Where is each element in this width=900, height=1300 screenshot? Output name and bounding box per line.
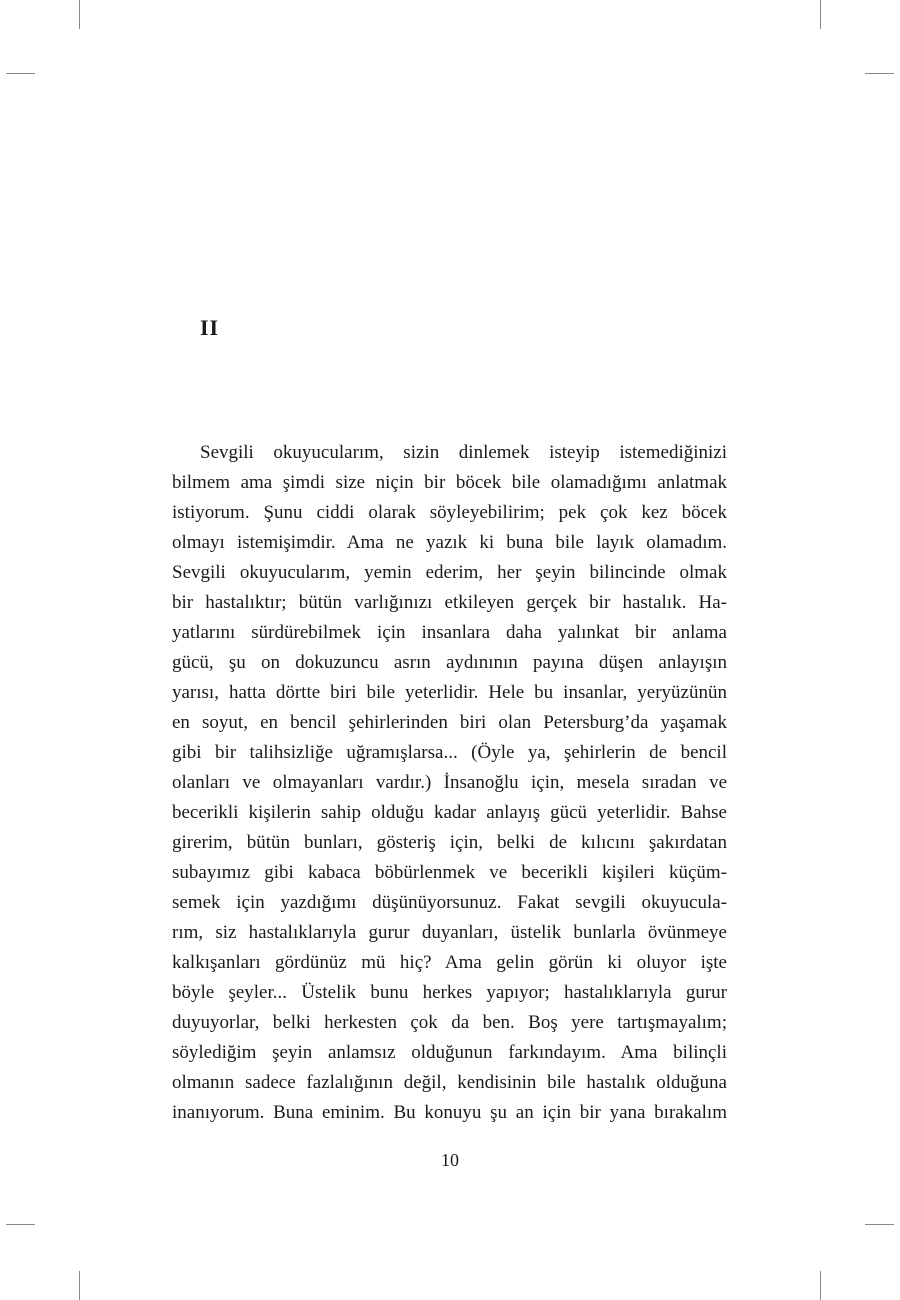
crop-mark-bottom-right	[820, 1271, 821, 1300]
page-number: 10	[441, 1150, 459, 1170]
text-line: en soyut, en bencil şehirlerinden biri olan Petersburg’da yaşamak	[172, 712, 727, 733]
crop-mark-left-lower	[6, 1224, 35, 1225]
text-line: istiyorum. Şunu ciddi olarak söyleyebilirim; pek çok kez böcek	[172, 502, 727, 523]
text-line: yarısı, hatta dörtte biri bile yeterlidir. Hele bu insanlar, yeryüzünün	[172, 682, 727, 703]
body-text	[172, 438, 727, 1128]
text-line: gücü, şu on dokuzuncu asrın aydınının payına düşen anlayışın	[172, 652, 727, 673]
chapter-heading: II	[200, 315, 220, 340]
text-line: becerikli kişilerin sahip olduğu kadar anlayış gücü yeterlidir. Bahse	[172, 802, 727, 823]
text-line: yatlarını sürdürebilmek için insanlara daha yalınkat bir anlama	[172, 622, 727, 643]
text-line: gibi bir talihsizliğe uğramışlarsa... (Öyle ya, şehirlerin de bencil	[172, 742, 727, 763]
crop-mark-top-right	[820, 0, 821, 29]
text-line: kalkışanları gördünüz mü hiç? Ama gelin görün ki oluyor işte	[172, 952, 727, 973]
text-line: Sevgili okuyucularım, yemin ederim, her şeyin bilincinde olmak	[172, 562, 727, 583]
text-line: söylediğim şeyin anlamsız olduğunun farkındayım. Ama bilinçli	[172, 1042, 727, 1063]
text-line: böyle şeyler... Üstelik bunu herkes yapıyor; hastalıklarıyla gurur	[172, 982, 727, 1003]
text-line: subayımız gibi kabaca böbürlenmek ve becerikli kişileri küçüm-	[172, 862, 727, 883]
crop-mark-right-lower	[865, 1224, 894, 1225]
text-line: inanıyorum. Buna eminim. Bu konuyu şu an için bir yana bırakalım	[172, 1102, 727, 1123]
text-line: bilmem ama şimdi size niçin bir böcek bile olamadığımı anlatmak	[172, 472, 727, 493]
text-line: rım, siz hastalıklarıyla gurur duyanları, üstelik bunlarla övünmeye	[172, 922, 727, 943]
text-line: Sevgili okuyucularım, sizin dinlemek isteyip istemediğinizi	[200, 442, 727, 463]
crop-mark-bottom-left	[79, 1271, 80, 1300]
text-line: olmayı istemişimdir. Ama ne yazık ki buna bile layık olamadım.	[172, 532, 727, 553]
crop-mark-top-left	[79, 0, 80, 29]
text-line: semek için yazdığımı düşünüyorsunuz. Fakat sevgili okuyucula-	[172, 892, 727, 913]
text-line: olanları ve olmayanları vardır.) İnsanoğlu için, mesela sıradan ve	[172, 772, 727, 793]
text-line: duyuyorlar, belki herkesten çok da ben. Boş yere tartışmayalım;	[172, 1012, 727, 1033]
text-line: bir hastalıktır; bütün varlığınızı etkileyen gerçek bir hastalık. Ha-	[172, 592, 727, 613]
crop-mark-right-upper	[865, 73, 894, 74]
text-line: olmanın sadece fazlalığının değil, kendisinin bile hastalık olduğuna	[172, 1072, 727, 1093]
crop-mark-left-upper	[6, 73, 35, 74]
text-line: girerim, bütün bunları, gösteriş için, belki de kılıcını şakırdatan	[172, 832, 727, 853]
